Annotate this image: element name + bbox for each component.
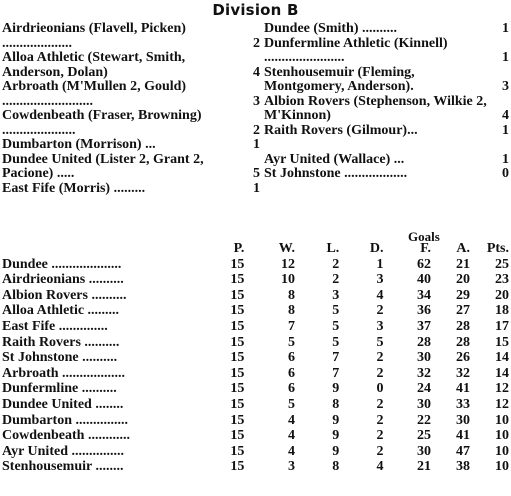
cell-played: 15 — [230, 459, 245, 475]
cell-won: 12 — [281, 256, 296, 272]
result-score: 1 — [502, 50, 509, 65]
cell-played: 15 — [230, 303, 245, 319]
cell-won: 6 — [288, 381, 296, 397]
team-name: St Johnstone .......... — [2, 350, 118, 366]
result-score: 2 — [253, 122, 260, 138]
team-name: Airdrieonians .......... — [2, 272, 124, 288]
cell-lost: 9 — [332, 428, 340, 444]
result-score: 1 — [502, 151, 509, 167]
cell-lost: 8 — [332, 396, 340, 412]
cell-drawn: 2 — [376, 412, 384, 428]
cell-drawn: 3 — [376, 318, 384, 334]
cell-points: 25 — [495, 256, 509, 272]
cell-drawn: 1 — [376, 256, 384, 272]
team-name: Stenhousemuir ........ — [2, 459, 124, 475]
result-line — [264, 167, 509, 182]
table-row — [2, 444, 509, 460]
cell-played: 15 — [230, 272, 245, 288]
cell-lost: 7 — [332, 365, 340, 381]
table-row — [2, 319, 509, 335]
cell-lost: 5 — [332, 303, 340, 319]
result-line — [264, 37, 509, 66]
cell-drawn: 2 — [376, 443, 384, 459]
cell-goals-for: 30 — [416, 396, 431, 412]
cell-won: 7 — [288, 318, 296, 334]
result-line — [2, 51, 260, 80]
result-score: 1 — [253, 137, 260, 152]
goals-column-group-label: Goals — [408, 229, 440, 244]
cell-lost: 5 — [332, 318, 340, 334]
cell-points: 12 — [495, 396, 509, 412]
cell-goals-for: 32 — [416, 365, 431, 381]
cell-played: 15 — [230, 381, 245, 397]
cell-drawn: 2 — [376, 396, 384, 412]
cell-won: 10 — [281, 272, 296, 288]
cell-goals-against: 28 — [455, 334, 470, 350]
result-score: 1 — [502, 122, 509, 138]
team-name: Albion Rovers .......... — [2, 287, 127, 303]
cell-won: 5 — [288, 334, 296, 350]
cell-lost: 7 — [332, 350, 340, 366]
team-name: Arbroath .................. — [2, 365, 126, 381]
cell-played: 15 — [230, 350, 245, 366]
cell-goals-for: 34 — [416, 287, 431, 303]
cell-drawn: 3 — [376, 272, 384, 288]
result-line — [264, 138, 509, 167]
cell-points: 10 — [495, 428, 509, 444]
cell-points: 10 — [495, 459, 509, 475]
cell-goals-against: 38 — [455, 459, 470, 475]
cell-won: 4 — [288, 412, 296, 428]
cell-goals-for: 36 — [416, 303, 431, 319]
cell-lost: 9 — [332, 381, 340, 397]
result-score: 1 — [253, 180, 260, 196]
header-team — [2, 241, 219, 257]
cell-points: 20 — [495, 287, 509, 303]
cell-points: 23 — [495, 272, 509, 288]
cell-won: 6 — [288, 365, 296, 381]
table-row — [2, 459, 509, 475]
table-row — [2, 335, 509, 351]
cell-played: 15 — [230, 365, 245, 381]
away-results-column — [264, 22, 509, 182]
team-name: Dumbarton ............... — [2, 412, 129, 428]
cell-drawn: 2 — [376, 350, 384, 366]
header-lost: L. — [326, 241, 340, 256]
header-points: Pts. — [486, 241, 509, 256]
cell-goals-for: 30 — [416, 443, 431, 459]
cell-played: 15 — [230, 256, 245, 272]
result-score: 3 — [253, 93, 260, 109]
result-text: Dumbarton (Morrison) ... — [2, 137, 156, 152]
cell-drawn: 4 — [376, 459, 384, 475]
cell-played: 15 — [230, 334, 245, 350]
team-name: Dundee United ........ — [2, 396, 124, 412]
result-line — [264, 124, 509, 139]
result-score: 3 — [502, 79, 509, 94]
cell-lost: 9 — [332, 443, 340, 459]
table-row — [2, 303, 509, 319]
cell-goals-against: 29 — [455, 287, 470, 303]
cell-drawn: 2 — [376, 428, 384, 444]
cell-goals-against: 26 — [455, 350, 470, 366]
cell-points: 18 — [495, 303, 509, 319]
cell-goals-against: 30 — [455, 412, 470, 428]
cell-goals-for: 37 — [416, 318, 431, 334]
table-row — [2, 428, 509, 444]
cell-lost: 8 — [332, 459, 340, 475]
team-name: Alloa Athletic ......... — [2, 303, 120, 319]
table-row — [2, 397, 509, 413]
result-text: Dunfermline Athletic (Kinnell) ....................... — [264, 35, 448, 65]
cell-won: 8 — [288, 287, 296, 303]
result-score: 1 — [502, 21, 509, 36]
cell-goals-against: 47 — [455, 443, 470, 459]
cell-goals-against: 33 — [455, 396, 470, 412]
cell-goals-against: 41 — [455, 428, 470, 444]
cell-played: 15 — [230, 412, 245, 428]
result-text: St Johnstone .................. — [264, 166, 408, 181]
result-score: 4 — [502, 108, 509, 123]
cell-goals-for: 30 — [416, 350, 431, 366]
league-table — [2, 241, 509, 475]
result-line — [264, 95, 509, 124]
cell-points: 10 — [495, 412, 509, 428]
table-header-row — [2, 241, 509, 257]
header-goals-against: A. — [456, 241, 470, 256]
cell-won: 5 — [288, 396, 296, 412]
cell-drawn: 2 — [376, 303, 384, 319]
cell-points: 10 — [495, 443, 509, 459]
table-row — [2, 288, 509, 304]
header-drawn: D. — [369, 241, 384, 256]
table-row — [2, 413, 509, 429]
result-line — [2, 182, 260, 197]
table-row — [2, 272, 509, 288]
cell-goals-against: 21 — [455, 256, 470, 272]
cell-goals-against: 41 — [455, 381, 470, 397]
cell-goals-against: 32 — [455, 365, 470, 381]
cell-won: 4 — [288, 428, 296, 444]
cell-won: 8 — [288, 303, 296, 319]
cell-goals-for: 22 — [416, 412, 431, 428]
table-body — [2, 257, 509, 475]
result-line — [2, 109, 260, 138]
cell-lost: 9 — [332, 412, 340, 428]
cell-points: 12 — [495, 381, 509, 397]
result-text: Alloa Athletic (Stewart, Smith, Anderson, Dolan) — [2, 50, 186, 80]
result-text: Arbroath (M'Mullen 2, Gould) .......................... — [2, 79, 187, 109]
cell-goals-for: 21 — [416, 459, 431, 475]
cell-goals-for: 25 — [416, 428, 431, 444]
team-name: Cowdenbeath ............ — [2, 428, 130, 444]
cell-played: 15 — [230, 443, 245, 459]
result-line — [2, 153, 260, 182]
division-heading: Division B — [212, 1, 299, 19]
result-line — [2, 80, 260, 109]
cell-won: 6 — [288, 350, 296, 366]
table-row — [2, 366, 509, 382]
result-text: Ayr United (Wallace) ... — [264, 151, 405, 167]
cell-goals-for: 40 — [416, 272, 431, 288]
header-played: P. — [233, 241, 245, 256]
cell-lost: 2 — [332, 272, 340, 288]
cell-lost: 5 — [332, 334, 340, 350]
result-text: East Fife (Morris) ......... — [2, 180, 146, 196]
cell-points: 17 — [495, 318, 509, 334]
team-name: Raith Rovers .......... — [2, 334, 120, 350]
cell-points: 15 — [495, 334, 509, 350]
team-name: East Fife .............. — [2, 318, 108, 334]
cell-played: 15 — [230, 318, 245, 334]
result-score: 4 — [253, 64, 260, 80]
table-row — [2, 350, 509, 366]
cell-drawn: 2 — [376, 365, 384, 381]
result-text: Albion Rovers (Stephenson, Wilkie 2, M'Kinnon) — [264, 93, 487, 123]
cell-played: 15 — [230, 396, 245, 412]
header-goals-for: F. — [420, 241, 431, 256]
table-row — [2, 381, 509, 397]
cell-played: 15 — [230, 428, 245, 444]
cell-won: 4 — [288, 443, 296, 459]
result-text: Dundee United (Lister 2, Grant 2, Pacione) ..... — [2, 151, 204, 181]
result-line — [2, 22, 260, 51]
cell-drawn: 0 — [376, 381, 384, 397]
cell-drawn: 5 — [376, 334, 384, 350]
result-text: Dundee (Smith) .......... — [264, 21, 398, 36]
cell-points: 14 — [495, 350, 509, 366]
team-name: Dunfermline .......... — [2, 381, 117, 397]
cell-goals-for: 24 — [416, 381, 431, 397]
team-name: Dundee .................... — [2, 256, 122, 272]
cell-goals-against: 20 — [455, 272, 470, 288]
result-text: Airdrieonians (Flavell, Picken) .................... — [2, 21, 186, 51]
result-score: 0 — [502, 166, 509, 181]
home-results-column — [2, 22, 260, 196]
result-line — [2, 138, 260, 153]
header-won: W. — [278, 241, 296, 256]
cell-played: 15 — [230, 287, 245, 303]
cell-goals-against: 28 — [455, 318, 470, 334]
result-text: Raith Rovers (Gilmour)... — [264, 122, 418, 138]
cell-lost: 3 — [332, 287, 340, 303]
cell-drawn: 4 — [376, 287, 384, 303]
team-name: Ayr United ............... — [2, 443, 124, 459]
result-text: Cowdenbeath (Fraser, Browning) ..................... — [2, 108, 202, 138]
cell-won: 3 — [288, 459, 296, 475]
cell-lost: 2 — [332, 256, 340, 272]
cell-points: 14 — [495, 365, 509, 381]
cell-goals-against: 27 — [455, 303, 470, 319]
result-text: Stenhousemuir (Fleming, Montgomery, Anderson). — [264, 64, 415, 94]
result-score: 2 — [253, 35, 260, 51]
result-line — [264, 66, 509, 95]
result-score: 5 — [253, 166, 260, 181]
result-line — [264, 22, 509, 37]
cell-goals-for: 62 — [416, 256, 431, 272]
table-row — [2, 257, 509, 273]
cell-goals-for: 28 — [416, 334, 431, 350]
